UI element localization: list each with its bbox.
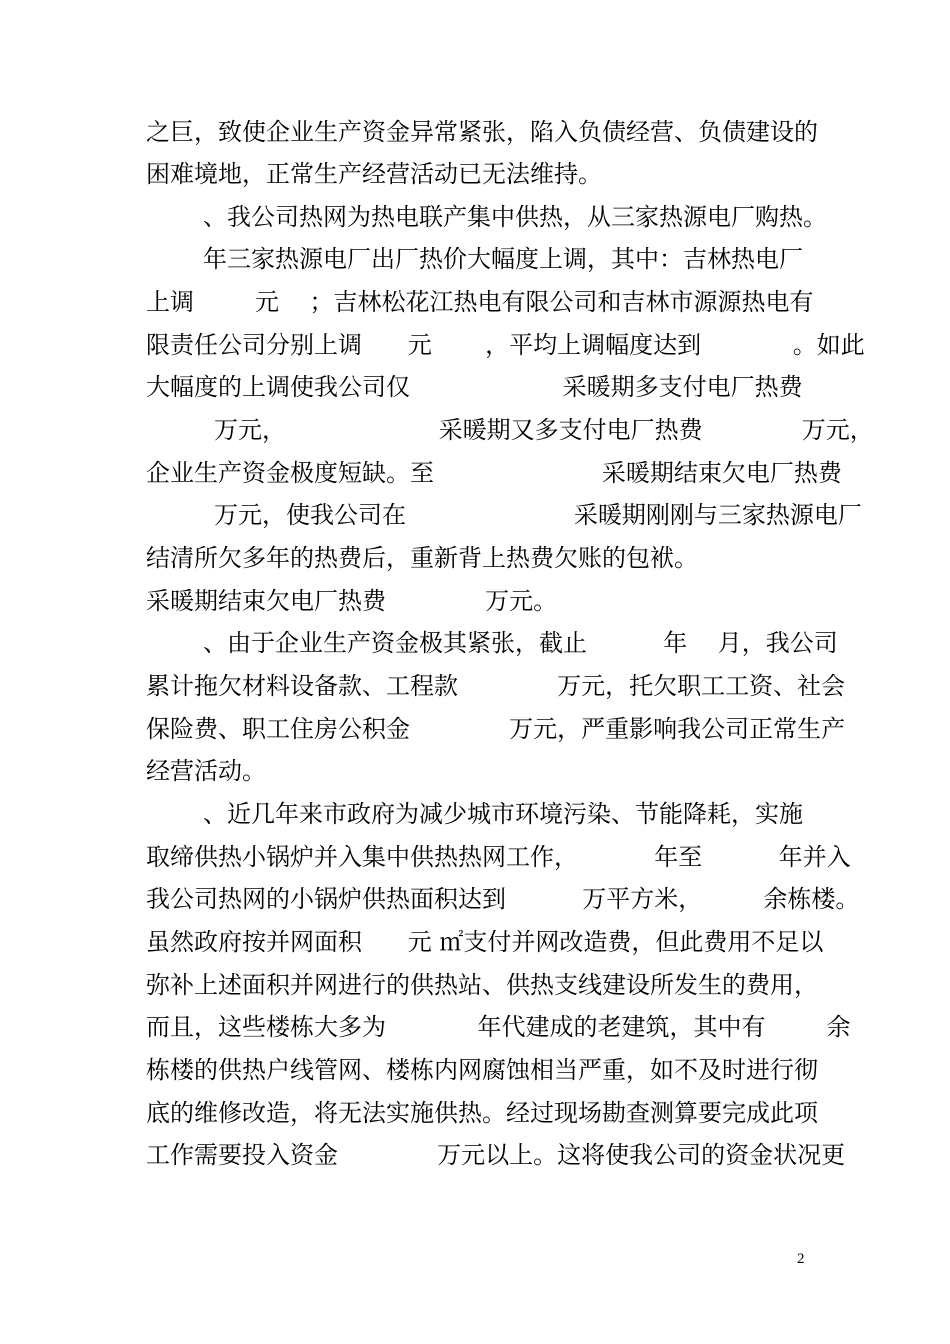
- text-line: 万元， 采暖期又多支付电厂热费 万元，: [214, 416, 874, 444]
- text-line: 年三家热源电厂出厂热价大幅度上调，其中：吉林热电厂: [203, 245, 803, 273]
- page-number: 2: [797, 1251, 805, 1267]
- text-line: 工作需要投入资金 万元以上。这将使我公司的资金状况更: [146, 1141, 846, 1169]
- text-line: 保险费、职工住房公积金 万元，严重影响我公司正常生产: [146, 715, 846, 743]
- text-line: 万元，使我公司在 采暖期刚刚与三家热源电厂: [214, 501, 862, 529]
- text-line: 虽然政府按并网面积 元 ㎡支付并网改造费，但此费用不足以: [146, 928, 824, 956]
- text-line: 底的维修改造，将无法实施供热。经过现场勘查测算要完成此项: [146, 1099, 818, 1127]
- text-line: 困难境地，正常生产经营活动已无法维持。: [146, 160, 602, 188]
- text-line: 栋楼的供热户线管网、楼栋内网腐蚀相当严重，如不及时进行彻: [146, 1056, 818, 1084]
- text-line: 企业生产资金极度短缺。至 采暖期结束欠电厂热费: [146, 459, 842, 487]
- text-line: 、近几年来市政府为减少城市环境污染、节能降耗，实施: [203, 800, 803, 828]
- text-line: 之巨，致使企业生产资金异常紧张，陷入负债经营、负债建设的: [146, 118, 818, 146]
- text-line: 结清所欠多年的热费后，重新背上热费欠账的包袱。: [146, 544, 698, 572]
- text-line: 限责任公司分别上调 元 ，平均上调幅度达到 。如此: [146, 331, 865, 359]
- text-line: 上调 元 ；吉林松花江热电有限公司和吉林市源源热电有: [146, 288, 814, 316]
- text-line: 采暖期结束欠电厂热费 万元。: [146, 587, 558, 615]
- text-line: 弥补上述面积并网进行的供热站、供热支线建设所发生的费用，: [146, 971, 818, 999]
- text-line: 取缔供热小锅炉并入集中供热热网工作， 年至 年并入: [146, 843, 851, 871]
- text-line: 累计拖欠材料设备款、工程款 万元，托欠职工工资、社会: [146, 672, 846, 700]
- text-line: 经营活动。: [146, 757, 266, 785]
- text-line: 我公司热网的小锅炉供热面积达到 万平方米， 余栋楼。: [146, 885, 860, 913]
- text-line: 大幅度的上调使我公司仅 采暖期多支付电厂热费: [146, 373, 803, 401]
- text-line: 而且，这些楼栋大多为 年代建成的老建筑，其中有 余: [146, 1013, 851, 1041]
- text-line: 、由于企业生产资金极其紧张，截止 年 月，我公司: [203, 629, 838, 657]
- text-line: 、我公司热网为热电联产集中供热，从三家热源电厂购热。: [203, 203, 827, 231]
